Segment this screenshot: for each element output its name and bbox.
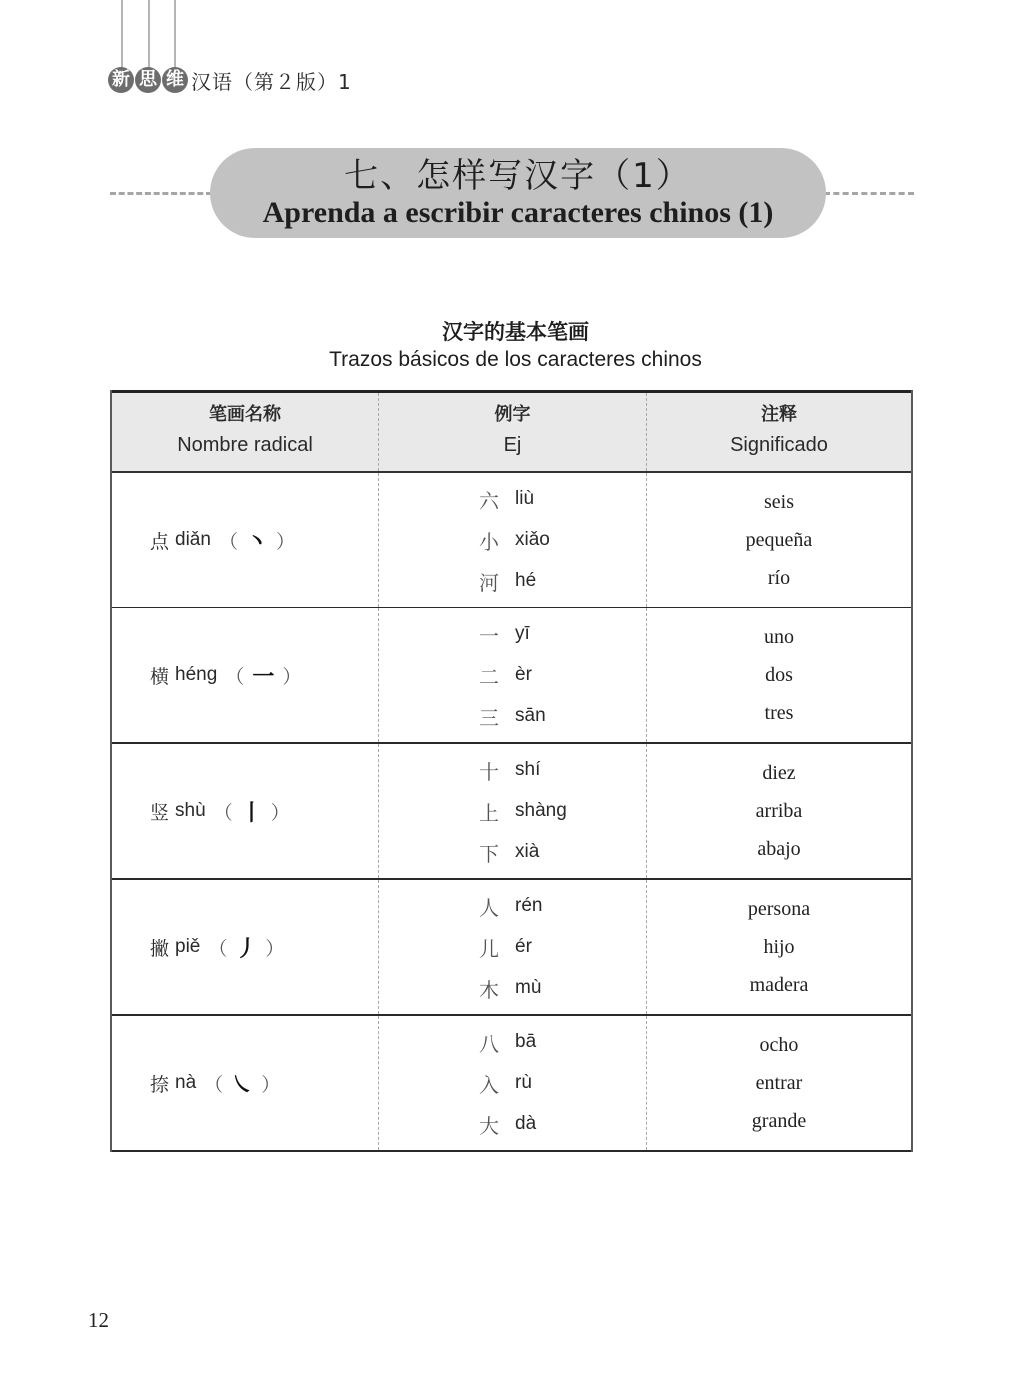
paren: ） bbox=[282, 666, 302, 688]
book-title-ball: 思 bbox=[135, 67, 161, 93]
header-label-zh: 例字 bbox=[494, 404, 531, 425]
example-item bbox=[479, 479, 646, 520]
stroke-name-zh: 点 bbox=[150, 530, 170, 553]
table-row bbox=[112, 608, 911, 744]
meaning-cell bbox=[647, 473, 911, 607]
stroke-glyph-icon: ㇏ bbox=[231, 1072, 254, 1098]
example-pinyin: shí bbox=[515, 759, 541, 780]
chapter-banner bbox=[210, 148, 826, 238]
meaning-text: pequeña bbox=[745, 529, 813, 551]
examples-cell bbox=[379, 880, 647, 1014]
stroke-name-zh: 撇 bbox=[150, 937, 170, 960]
meaning-text: hijo bbox=[763, 936, 795, 958]
meaning-text: uno bbox=[764, 626, 794, 648]
example-item bbox=[479, 1104, 646, 1145]
hanging-line-decoration bbox=[148, 0, 150, 70]
example-item bbox=[479, 655, 646, 696]
paren: （ bbox=[218, 531, 238, 553]
examples-cell bbox=[379, 1016, 647, 1150]
header-examples bbox=[379, 393, 647, 471]
paren: ） bbox=[270, 802, 290, 824]
stroke-name-cell bbox=[112, 608, 379, 742]
example-item bbox=[479, 750, 646, 791]
header-label-zh: 笔画名称 bbox=[209, 404, 281, 425]
meaning-text: dos bbox=[765, 664, 793, 686]
stroke-name-pinyin: diǎn bbox=[175, 529, 211, 550]
example-item bbox=[479, 696, 646, 737]
table-row bbox=[112, 1016, 911, 1152]
example-char: 人 bbox=[479, 895, 499, 920]
table-caption-zh: 汉字的基本笔画 bbox=[442, 320, 589, 344]
meaning-text: ocho bbox=[759, 1034, 799, 1056]
table-header-row bbox=[112, 390, 911, 473]
example-char: 下 bbox=[479, 841, 499, 866]
paren: （ bbox=[208, 938, 228, 960]
paren: （ bbox=[213, 802, 233, 824]
example-pinyin: èr bbox=[515, 664, 532, 685]
example-item bbox=[479, 791, 646, 832]
hanging-line-decoration bbox=[174, 0, 176, 70]
stroke-glyph-icon: 丨 bbox=[240, 800, 263, 826]
stroke-name-zh: 竖 bbox=[150, 801, 170, 824]
example-pinyin: hé bbox=[515, 570, 537, 591]
header-meaning bbox=[647, 393, 911, 471]
stroke-name-pinyin: piě bbox=[175, 936, 201, 957]
book-title-header bbox=[108, 66, 352, 94]
example-char: 上 bbox=[479, 800, 499, 825]
meaning-text: seis bbox=[764, 491, 794, 513]
header-stroke-name bbox=[112, 393, 379, 471]
example-pinyin: sān bbox=[515, 705, 546, 726]
example-char: 小 bbox=[479, 529, 499, 554]
example-char: 二 bbox=[479, 664, 499, 689]
example-char: 十 bbox=[479, 759, 499, 784]
stroke-name-pinyin: nà bbox=[175, 1072, 197, 1093]
banner-dash-left bbox=[110, 192, 212, 195]
chapter-title-es: Aprenda a escribir caracteres chinos (1) bbox=[262, 196, 774, 229]
meaning-cell bbox=[647, 880, 911, 1014]
example-item bbox=[479, 886, 646, 927]
example-char: 河 bbox=[479, 570, 499, 595]
example-char: 入 bbox=[479, 1072, 499, 1097]
examples-cell bbox=[379, 608, 647, 742]
stroke-glyph-icon: 一 bbox=[252, 664, 275, 690]
table-caption-es: Trazos básicos de los caracteres chinos bbox=[329, 348, 702, 371]
hanging-line-decoration bbox=[121, 0, 123, 70]
meaning-cell bbox=[647, 744, 911, 878]
meaning-text: abajo bbox=[757, 838, 801, 860]
table-row bbox=[112, 880, 911, 1016]
basic-strokes-table bbox=[110, 390, 913, 1152]
example-item bbox=[479, 927, 646, 968]
book-title-ball: 新 bbox=[108, 67, 134, 93]
header-label-es: Ej bbox=[503, 434, 522, 456]
example-pinyin: yī bbox=[515, 623, 530, 644]
header-label-zh: 注释 bbox=[761, 404, 797, 425]
meaning-text: entrar bbox=[755, 1072, 803, 1094]
paren: （ bbox=[204, 1074, 224, 1096]
example-pinyin: rén bbox=[515, 895, 543, 916]
meaning-text: grande bbox=[751, 1110, 807, 1132]
example-item bbox=[479, 832, 646, 873]
stroke-name-cell bbox=[112, 744, 379, 878]
stroke-glyph-icon: 丿 bbox=[235, 936, 258, 962]
example-pinyin: xià bbox=[515, 841, 540, 862]
example-char: 三 bbox=[479, 705, 499, 730]
example-item bbox=[479, 1022, 646, 1063]
paren: ） bbox=[265, 938, 285, 960]
chapter-title-zh: 七、怎样写汉字（1） bbox=[344, 156, 692, 196]
example-pinyin: shàng bbox=[515, 800, 567, 821]
example-item bbox=[479, 968, 646, 1009]
example-char: 六 bbox=[479, 488, 499, 513]
meaning-text: río bbox=[767, 567, 791, 589]
stroke-name-pinyin: shù bbox=[175, 800, 206, 821]
examples-cell bbox=[379, 473, 647, 607]
table-row bbox=[112, 744, 911, 880]
meaning-text: persona bbox=[747, 898, 811, 920]
example-char: 一 bbox=[479, 623, 499, 648]
example-pinyin: dà bbox=[515, 1113, 537, 1134]
stroke-glyph-icon: 丶 bbox=[245, 529, 268, 555]
example-char: 儿 bbox=[479, 936, 499, 961]
example-char: 木 bbox=[479, 977, 499, 1002]
example-pinyin: ér bbox=[515, 936, 532, 957]
stroke-name-zh: 捺 bbox=[150, 1073, 170, 1096]
banner-dash-right bbox=[824, 192, 914, 195]
header-label-es: Significado bbox=[730, 434, 828, 456]
meaning-text: arriba bbox=[755, 800, 803, 822]
example-item bbox=[479, 561, 646, 602]
paren: ） bbox=[275, 531, 295, 553]
page-number: 12 bbox=[88, 1308, 109, 1332]
example-pinyin: rù bbox=[515, 1072, 532, 1093]
examples-cell bbox=[379, 744, 647, 878]
example-char: 八 bbox=[479, 1031, 499, 1056]
example-pinyin: liù bbox=[515, 488, 535, 509]
book-title-ball: 维 bbox=[162, 67, 188, 93]
stroke-name-cell bbox=[112, 473, 379, 607]
meaning-cell bbox=[647, 1016, 911, 1150]
table-row bbox=[112, 473, 911, 608]
example-pinyin: mù bbox=[515, 977, 542, 998]
example-item bbox=[479, 520, 646, 561]
example-pinyin: xiǎo bbox=[515, 529, 550, 550]
paren: （ bbox=[225, 666, 245, 688]
example-item bbox=[479, 1063, 646, 1104]
meaning-text: madera bbox=[749, 974, 809, 996]
book-title-text: 汉语（第２版）1 bbox=[191, 69, 352, 94]
stroke-name-pinyin: héng bbox=[175, 664, 218, 685]
paren: ） bbox=[261, 1074, 281, 1096]
stroke-name-zh: 横 bbox=[150, 665, 170, 688]
example-pinyin: bā bbox=[515, 1031, 537, 1052]
meaning-cell bbox=[647, 608, 911, 742]
example-item bbox=[479, 614, 646, 655]
stroke-name-cell bbox=[112, 1016, 379, 1150]
header-label-es: Nombre radical bbox=[177, 434, 313, 456]
stroke-name-cell bbox=[112, 880, 379, 1014]
meaning-text: tres bbox=[764, 702, 794, 724]
example-char: 大 bbox=[479, 1113, 499, 1138]
meaning-text: diez bbox=[762, 762, 796, 784]
